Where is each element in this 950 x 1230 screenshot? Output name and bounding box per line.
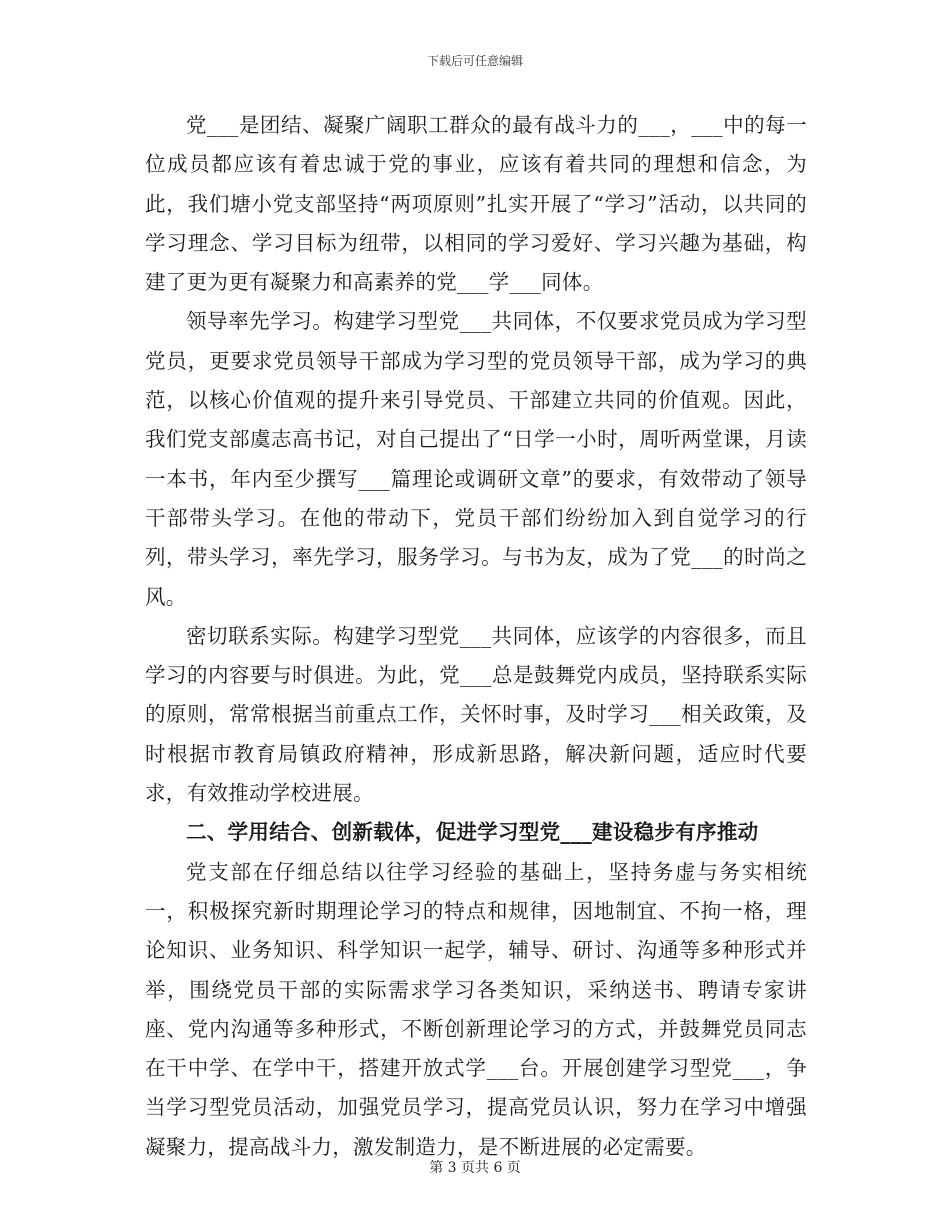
paragraph-innovation: 党支部在仔细总结以往学习经验的基础上，坚持务虚与务实相统一，积极探究新时期理论学习的特点和规律，因地制宜、不拘一格，理论知识、业务知识、科学知识一起学，辅导、研讨、沟通等多种形式并举，围绕党员干部的实际需求学习各类知识，采纳送书、聘请专家讲座、党内沟通等多种形式，不断创新理论学习的方式，并鼓舞党员同志在干中学、在学中干，搭建开放式学___台。开展创建学习型党___，争当学习型党员活动，加强党员学习，提高党员认识，努力在学习中增强凝聚力，提高战斗力，激发制造力，是不断进展的必定需要。: [145, 859, 807, 1159]
document-body: [145, 106, 807, 1167]
paragraph-leadership-learning: 领导率先学习。构建学习型党___共同体，不仅要求党员成为学习型党员，更要求党员领导干部成为学习型的党员领导干部，成为学习的典范，以核心价值观的提升来引导党员、干部建立共同的价值观。因此，我们党支部虞志高书记，对自己提出了“日学一小时，周听两堂课，月读一本书，年内至少撰写___篇理论或调研文章”的要求，有效带动了领导干部带头学习。在他的带动下，党员干部们纷纷加入到自觉学习的行列，带头学习，率先学习，服务学习。与书为友，成为了党___的时尚之风。: [145, 309, 807, 609]
page-number: 第 3 页共 6 页: [429, 1160, 521, 1176]
section-heading: 二、学用结合、创新载体，促进学习型党___建设稳步有序推动: [186, 820, 759, 845]
paragraph-practical-connection: 密切联系实际。构建学习型党___共同体，应该学的内容很多，而且学习的内容要与时俱进。为此，党___总是鼓舞党内成员，坚持联系实际的原则，常常根据当前重点工作，关怀时事，及时学习___相关政策，及时根据市教育局镇政府精神，形成新思路，解决新问题，适应时代要求，有效推动学校进展。: [145, 623, 807, 806]
page-header: 下载后可任意编辑: [426, 54, 523, 68]
paragraph-intro: 党___是团结、凝聚广阔职工群众的最有战斗力的___，___中的每一位成员都应该有着忠诚于党的事业，应该有着共同的理想和信念，为此，我们塘小党支部坚持“两项原则”扎实开展了“学习”活动，以共同的学习理念、学习目标为纽带，以相同的学习爱好、学习兴趣为基础，构建了更为更有凝聚力和高素养的党___学___同体。: [145, 113, 807, 295]
